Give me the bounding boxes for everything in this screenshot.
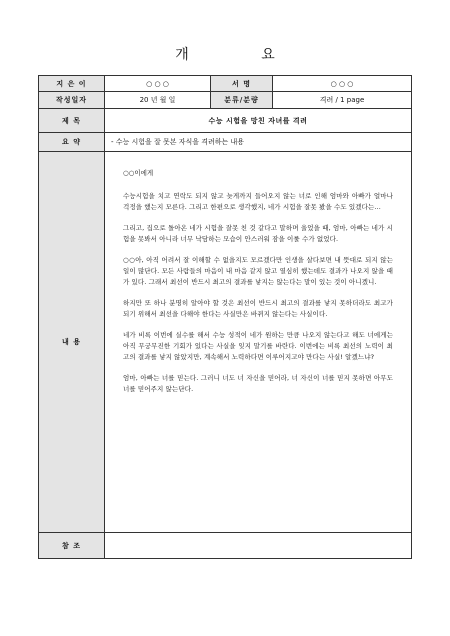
date-value: 20 년 월 일 xyxy=(105,92,211,109)
letter-paragraph-1: 수능시험을 치고 연락도 되지 않고 늦게까지 들어오지 않는 너로 인해 엄마와 아빠가 얼마나 걱정을 했는지 모른다. 그리고 한편으로 생각했지, 네가 시험을 잘못 봤을 수도 있겠다는... xyxy=(123,192,393,211)
summary-form-table xyxy=(38,75,412,559)
summary-label: 요 약 xyxy=(39,133,105,152)
signature-value: ○ ○ ○ xyxy=(273,76,412,92)
summary-value: - 수능 시험을 잘 못본 자식을 격려하는 내용 xyxy=(105,133,412,152)
letter-paragraph-3: ○○아, 아직 어려서 잘 이해할 수 없을지도 모르겠다만 인생을 살다보면 내 뜻대로 되지 않는 일이 많단다. 모든 사람들의 마음이 내 마음 같지 않고 열심히 했는데도 결과가 나오지 않을 때가 있다. 그래서 최선이 반드시 최고의 결과를 낳지는 않는다는 말이 있는 것이 아니겠니. xyxy=(123,256,393,286)
reference-value xyxy=(105,533,412,559)
author-row xyxy=(39,76,412,92)
subject-row xyxy=(39,109,412,133)
reference-label: 참 조 xyxy=(39,533,105,559)
signature-label: 서 명 xyxy=(211,76,273,92)
category-label: 분류/분량 xyxy=(211,92,273,109)
date-row xyxy=(39,92,412,109)
document-title: 개 요 xyxy=(175,47,309,63)
author-value: ○ ○ ○ xyxy=(105,76,211,92)
letter-paragraph-4: 하지만 또 하나 분명히 알아야 할 것은 최선이 반드시 최고의 결과를 낳지 못하더라도 최고가 되기 위해서 최선을 다해야 한다는 사실만은 바뀌지 않는다는 사실이다. xyxy=(123,299,393,318)
summary-row xyxy=(39,133,412,152)
letter-paragraph-6: 엄마, 아빠는 너를 믿는다. 그러니 너도 너 자신을 믿어라, 너 자신이 너를 믿지 못하면 아무도 너를 믿어주지 않는단다. xyxy=(123,374,393,393)
subject-value: 수능 시험을 망친 자녀를 격려 xyxy=(105,109,412,133)
content-body xyxy=(105,152,412,533)
author-label: 지 은 이 xyxy=(39,76,105,92)
letter-paragraph-5: 네가 비록 이번에 실수를 해서 수능 성적이 네가 원하는 만큼 나오지 않는다고 해도 너에게는 아직 무궁무진한 기회가 있다는 사실을 잊지 말기를 바란다. 이번에는 비록 최선의 노력이 최고의 결과를 낳지 않았지만, 계속해서 노력하다면 이루어지고야 만다는 사실! 알겠느냐? xyxy=(123,331,393,361)
date-label: 작성일자 xyxy=(39,92,105,109)
letter-paragraph-2: 그리고, 집으로 돌아온 네가 시험을 잘못 친 것 같다고 말하며 울었을 때, 엄마, 아빠는 네가 시험을 못봐서 아니라 너무 낙담하는 모습이 안스러워 잠을 이룰 수가 없었다. xyxy=(123,224,393,243)
letter-greeting: ○○이에게 xyxy=(123,169,154,177)
subject-label: 제 목 xyxy=(39,109,105,133)
reference-row xyxy=(39,533,412,559)
content-label: 내 용 xyxy=(39,152,105,533)
content-row xyxy=(39,152,412,533)
category-value: 격려 / 1 page xyxy=(273,92,412,109)
